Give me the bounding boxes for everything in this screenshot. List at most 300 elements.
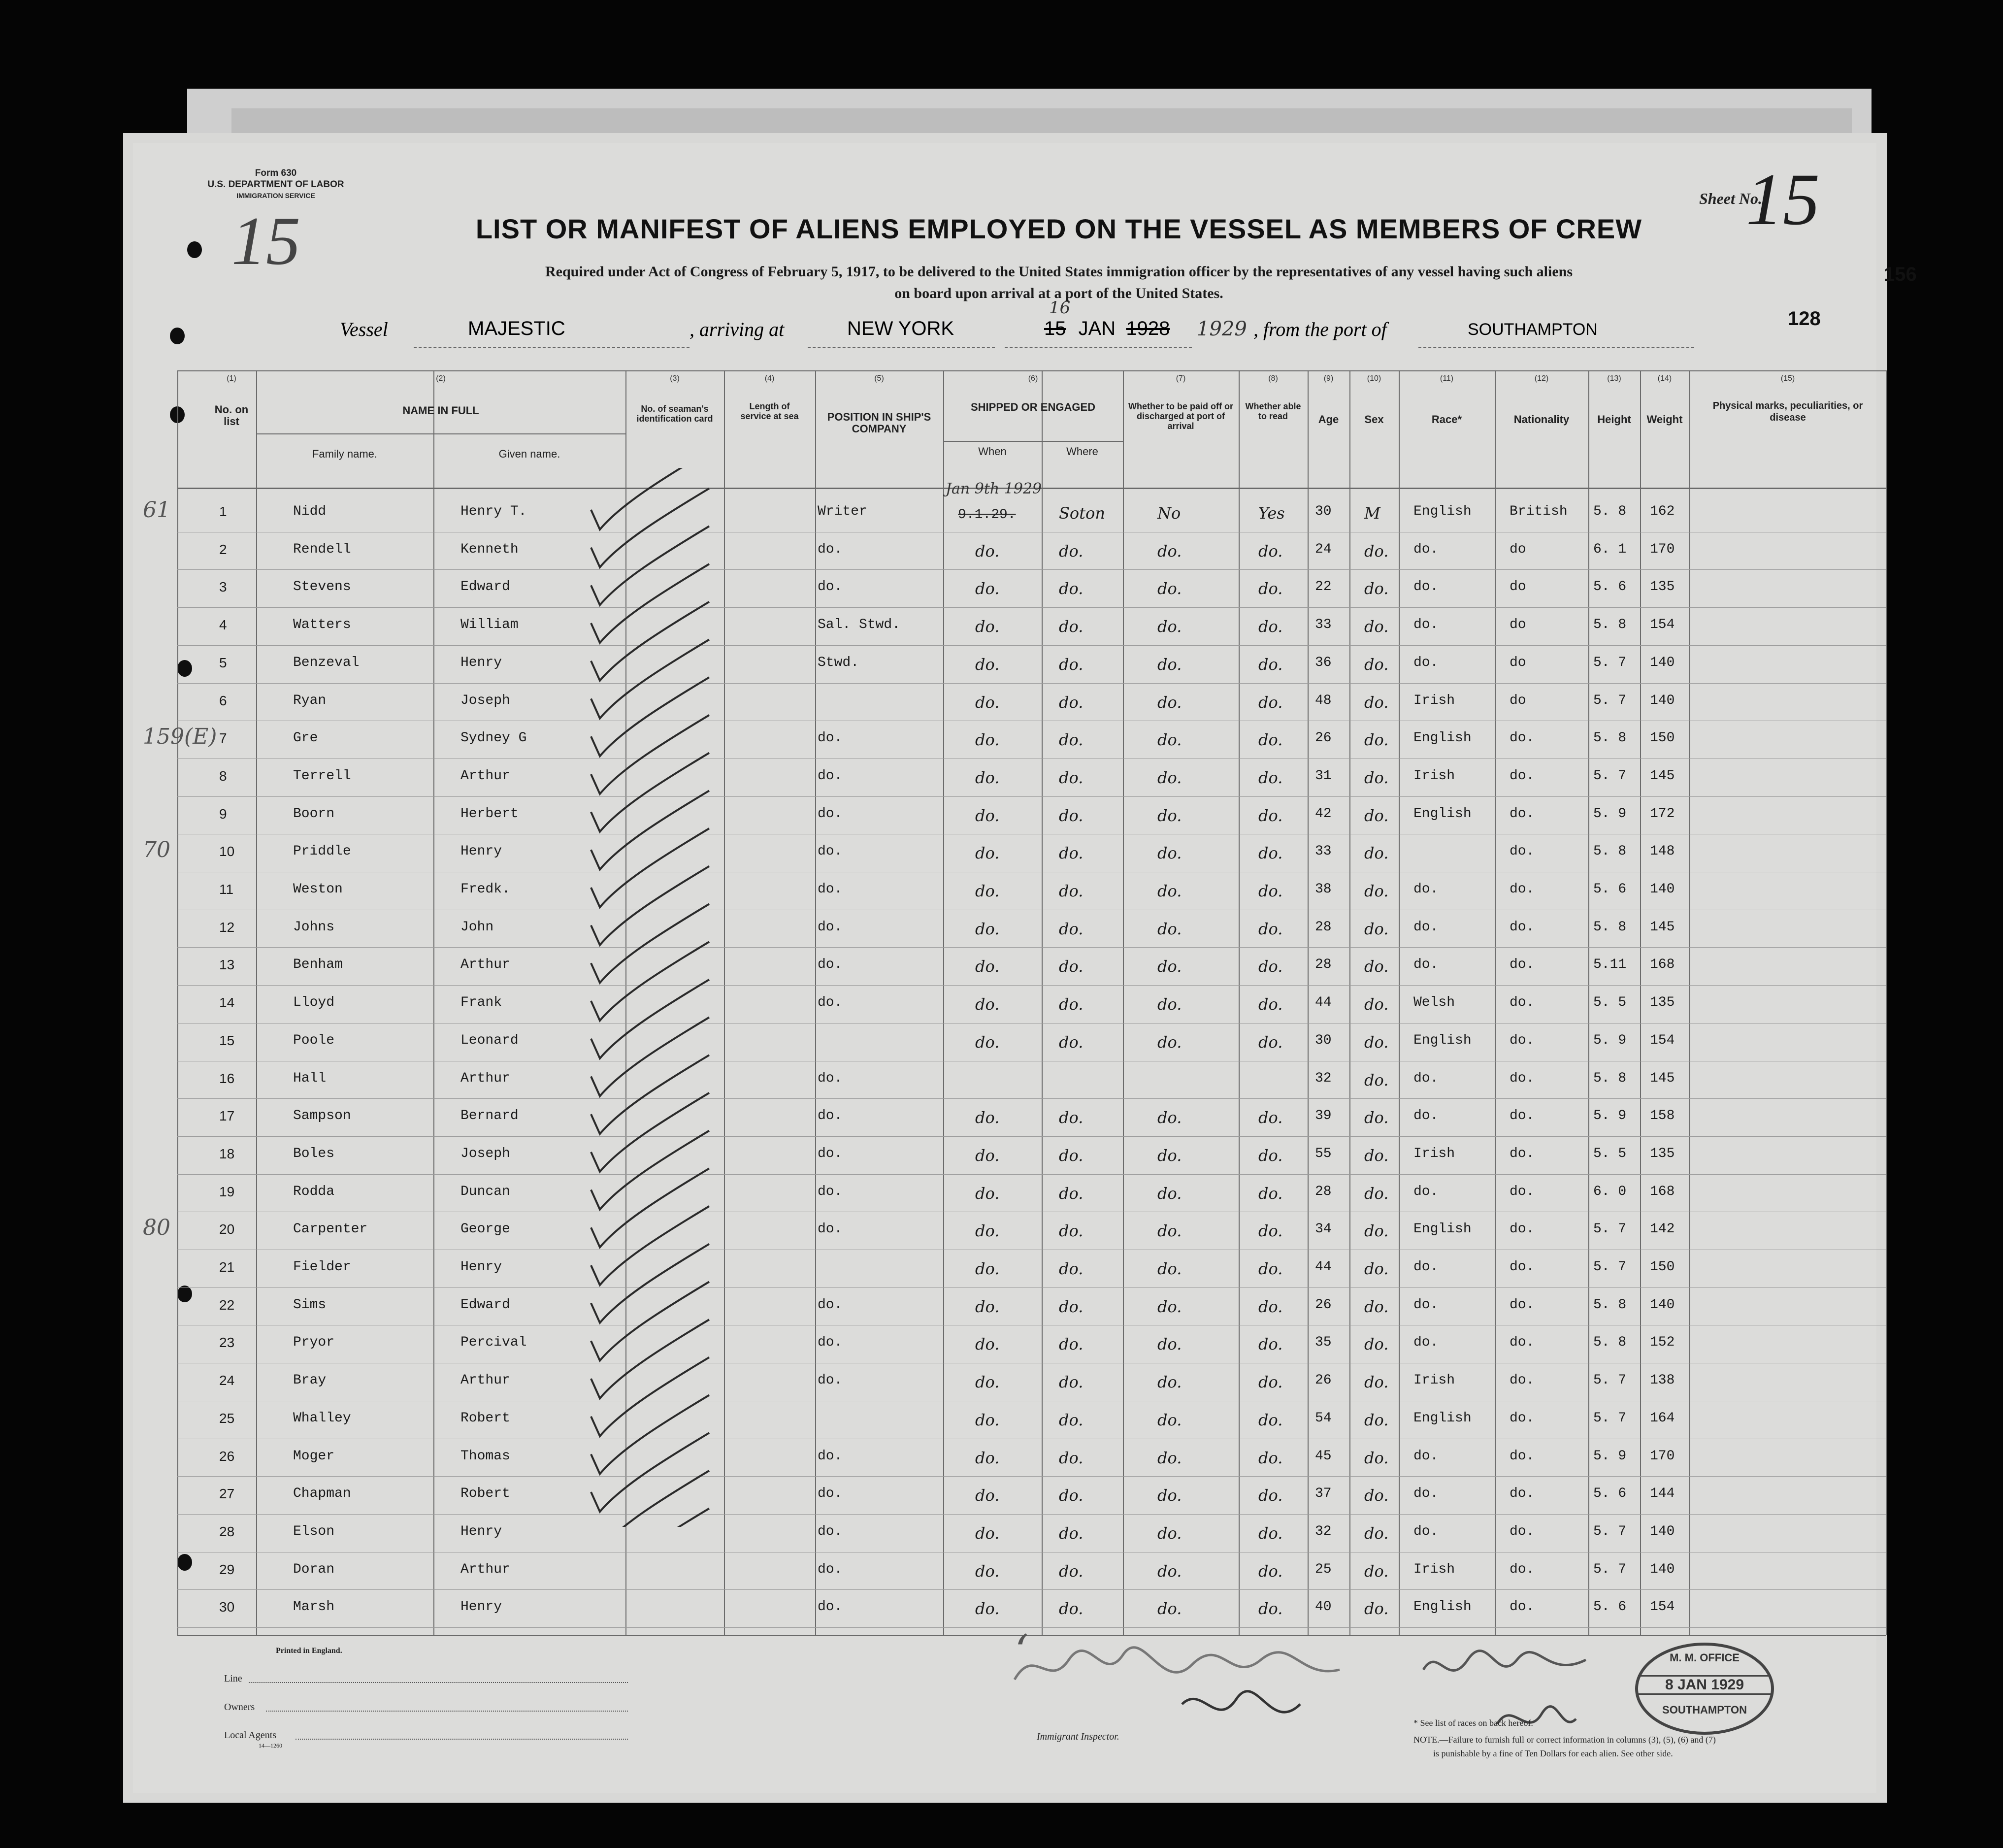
cell-race: do.	[1413, 655, 1439, 670]
cell-sex: do.	[1364, 1146, 1389, 1165]
cell-family-name: Weston	[293, 882, 343, 897]
col7-number: (7)	[1176, 374, 1186, 383]
stamp-top-text: M. M. OFFICE	[1670, 1651, 1740, 1664]
cell-race: Irish	[1413, 1373, 1455, 1388]
cell-nationality: do	[1510, 579, 1526, 594]
cell-shipped-where: do.	[1059, 655, 1084, 674]
checkmark-stroke	[591, 564, 709, 643]
form-code: 14—1260	[259, 1742, 282, 1749]
date-year-struck: 1928	[1126, 318, 1170, 339]
cell-nationality: do.	[1510, 995, 1535, 1010]
cell-sex: do.	[1364, 542, 1389, 561]
cell-family-name: Priddle	[293, 844, 351, 859]
cell-row-number: 27	[219, 1486, 235, 1501]
cell-given-name: William	[460, 617, 519, 632]
cell-shipped-where: do.	[1059, 768, 1084, 787]
cell-shipped-when: do.	[975, 1373, 1000, 1391]
cell-weight: 164	[1650, 1411, 1675, 1426]
cell-given-name: Edward	[460, 1297, 510, 1313]
cell-shipped-where: do.	[1059, 806, 1084, 825]
row-rule	[177, 947, 1886, 948]
cell-age: 30	[1315, 504, 1332, 519]
col-header-id-card: No. of seaman's identification card	[636, 404, 713, 424]
row-rule	[177, 1098, 1886, 1099]
cell-row-number: 8	[219, 768, 227, 784]
col8-number: (8)	[1268, 374, 1278, 383]
cell-weight: 145	[1650, 768, 1675, 784]
cell-able-to-read: do.	[1258, 1449, 1283, 1467]
cell-family-name: Lloyd	[293, 995, 335, 1010]
row-rule	[177, 569, 1886, 570]
cell-able-to-read: do.	[1258, 1297, 1283, 1316]
cell-sex: do.	[1364, 1411, 1389, 1429]
cell-age: 33	[1315, 617, 1332, 632]
from-label: , from the port of	[1253, 318, 1387, 340]
cell-race: do.	[1413, 617, 1439, 632]
col-header-age: Age	[1318, 413, 1339, 426]
cell-row-number: 10	[219, 844, 235, 859]
cell-nationality: do.	[1510, 1335, 1535, 1350]
cell-row-number: 19	[219, 1184, 235, 1199]
cell-shipped-where: do.	[1059, 1108, 1084, 1127]
cell-able-to-read: do.	[1258, 1373, 1283, 1391]
cell-sex: do.	[1364, 957, 1389, 976]
cell-able-to-read: do.	[1258, 1146, 1283, 1165]
cell-race: English	[1413, 1411, 1472, 1426]
cell-given-name: Robert	[460, 1411, 510, 1426]
cell-weight: 154	[1650, 1033, 1675, 1048]
cell-weight: 152	[1650, 1335, 1675, 1350]
cell-age: 25	[1315, 1562, 1332, 1577]
cell-able-to-read: do.	[1258, 1221, 1283, 1240]
cell-able-to-read: do.	[1258, 617, 1283, 636]
cell-family-name: Chapman	[293, 1486, 351, 1501]
cell-weight: 145	[1650, 920, 1675, 935]
cell-height: 5. 8	[1593, 844, 1627, 859]
cell-shipped-where: do.	[1059, 1033, 1084, 1052]
checkmark-stroke	[591, 1206, 709, 1285]
checkmark-stroke	[591, 866, 709, 945]
cell-family-name: Sampson	[293, 1108, 351, 1123]
cell-age: 26	[1315, 1373, 1332, 1388]
cell-paid-off: do.	[1157, 1449, 1182, 1467]
cell-paid-off: do.	[1157, 1259, 1182, 1278]
cell-nationality: do.	[1510, 1562, 1535, 1577]
cell-height: 5. 8	[1593, 1071, 1627, 1086]
cell-age: 33	[1315, 844, 1332, 859]
cell-given-name: Leonard	[460, 1033, 519, 1048]
cell-nationality: do.	[1510, 1599, 1535, 1615]
cell-family-name: Benzeval	[293, 655, 360, 670]
cell-shipped-when: do.	[975, 768, 1000, 787]
cell-shipped-when: do.	[975, 995, 1000, 1014]
cell-height: 5. 7	[1593, 1259, 1627, 1275]
cell-row-number: 28	[219, 1524, 235, 1539]
cell-row-number: 6	[219, 693, 227, 708]
local-agents-field	[296, 1738, 628, 1740]
cell-family-name: Boles	[293, 1146, 335, 1161]
cell-height: 5. 7	[1593, 655, 1627, 670]
cell-nationality: do.	[1510, 1297, 1535, 1313]
cell-sex: do.	[1364, 1373, 1389, 1391]
cell-row-number: 24	[219, 1373, 235, 1388]
cell-race: English	[1413, 1599, 1472, 1615]
cell-family-name: Terrell	[293, 768, 351, 784]
cell-height: 5. 8	[1593, 730, 1627, 746]
cell-position: do.	[818, 1449, 843, 1464]
subtitle-line-2: on board upon arrival at a port of the United States.	[894, 285, 1223, 301]
cell-paid-off: do.	[1157, 1033, 1182, 1052]
col-header-given-name: Given name.	[498, 448, 560, 460]
cell-height: 5. 7	[1593, 1411, 1627, 1426]
cell-weight: 142	[1650, 1221, 1675, 1237]
checkmark-stroke	[591, 1433, 709, 1512]
cell-nationality: do.	[1510, 730, 1535, 746]
edge-number: 156	[1884, 264, 1917, 285]
checkmark-stroke	[591, 677, 709, 756]
col5-number: (5)	[874, 374, 884, 383]
cell-height: 5. 9	[1593, 806, 1627, 822]
cell-nationality: do.	[1510, 1221, 1535, 1237]
row-rule	[177, 1174, 1886, 1175]
cell-paid-off: do.	[1157, 957, 1182, 976]
cell-given-name: Henry	[460, 844, 502, 859]
owners-field	[266, 1710, 628, 1712]
cell-able-to-read: do.	[1258, 1108, 1283, 1127]
cell-family-name: Benham	[293, 957, 343, 972]
port-field	[808, 318, 995, 348]
col12-number: (12)	[1534, 374, 1549, 383]
page-title: LIST OR MANIFEST OF ALIENS EMPLOYED ON THE VESSEL AS MEMBERS OF CREW	[475, 213, 1642, 244]
cell-age: 45	[1315, 1449, 1332, 1464]
cell-shipped-where: do.	[1059, 1259, 1084, 1278]
cell-nationality: do	[1510, 693, 1526, 708]
checkmark-stroke	[591, 489, 709, 567]
cell-weight: 154	[1650, 1599, 1675, 1615]
vessel-name: MAJESTIC	[468, 318, 565, 339]
cell-weight: 158	[1650, 1108, 1675, 1123]
cell-position: do.	[818, 1562, 843, 1577]
col2-number: (2)	[436, 374, 446, 383]
cell-age: 42	[1315, 806, 1332, 822]
cell-able-to-read: do.	[1258, 579, 1283, 598]
cell-shipped-where: do.	[1059, 1221, 1084, 1240]
cell-able-to-read: do.	[1258, 995, 1283, 1014]
cell-weight: 150	[1650, 1259, 1675, 1275]
immigrant-inspector-label: Immigrant Inspector.	[1037, 1731, 1119, 1742]
column-rule	[1042, 370, 1043, 1635]
cell-race: do.	[1413, 920, 1439, 935]
cell-shipped-where: do.	[1059, 920, 1084, 938]
cell-position: do.	[818, 542, 843, 557]
cell-position: do.	[818, 1146, 843, 1161]
cell-age: 28	[1315, 920, 1332, 935]
cell-shipped-where: do.	[1059, 1373, 1084, 1391]
cell-able-to-read: Yes	[1258, 504, 1285, 523]
cell-row-number: 7	[219, 730, 227, 746]
cell-row-number: 3	[219, 579, 227, 594]
department-name: U.S. DEPARTMENT OF LABOR	[207, 179, 344, 190]
cell-shipped-when: do.	[975, 542, 1000, 561]
cell-able-to-read: do.	[1258, 730, 1283, 749]
cell-height: 5. 6	[1593, 882, 1627, 897]
column-rule	[1308, 370, 1309, 1635]
col-header-where: Where	[1066, 445, 1098, 458]
cell-race: English	[1413, 1221, 1472, 1237]
cell-given-name: Edward	[460, 579, 510, 594]
from-port-field	[1418, 318, 1694, 348]
corner-handwritten-number: 15	[231, 203, 300, 279]
row-rule	[177, 1287, 1886, 1288]
cell-shipped-when: do.	[975, 1184, 1000, 1203]
cell-row-number: 4	[219, 617, 227, 632]
cell-position: do.	[818, 1221, 843, 1237]
cell-able-to-read: do.	[1258, 693, 1283, 712]
cell-height: 5. 8	[1593, 617, 1627, 632]
cell-height: 5. 9	[1593, 1108, 1627, 1123]
cell-weight: 140	[1650, 693, 1675, 708]
checkmark-stroke	[591, 715, 709, 794]
cell-shipped-when: do.	[975, 655, 1000, 674]
cell-shipped-where: do.	[1059, 1599, 1084, 1618]
cell-nationality: do.	[1510, 1373, 1535, 1388]
cell-given-name: George	[460, 1221, 510, 1237]
date-day-handwritten: 16	[1049, 298, 1071, 318]
cell-margin-note: 80	[143, 1215, 170, 1240]
cell-given-name: Henry	[460, 1524, 502, 1539]
cell-weight: 172	[1650, 806, 1675, 822]
column-rule	[177, 370, 178, 1635]
checkmark-stroke	[591, 1244, 709, 1323]
cell-paid-off: do.	[1157, 617, 1182, 636]
cell-position: do.	[818, 1071, 843, 1086]
cell-race: do.	[1413, 1108, 1439, 1123]
cell-family-name: Carpenter	[293, 1221, 368, 1237]
cell-race: English	[1413, 504, 1472, 519]
cell-given-name: Arthur	[460, 957, 510, 972]
cell-race: do.	[1413, 1297, 1439, 1313]
cell-given-name: Arthur	[460, 768, 510, 784]
checkmark-stroke	[591, 791, 709, 869]
cell-given-name: Henry T.	[460, 504, 527, 519]
column-rule	[1239, 370, 1240, 1635]
cell-position: do.	[818, 768, 843, 784]
cell-paid-off: do.	[1157, 1599, 1182, 1618]
cell-family-name: Ryan	[293, 693, 327, 708]
cell-weight: 168	[1650, 957, 1675, 972]
cell-row-number: 20	[219, 1221, 235, 1237]
cell-able-to-read: do.	[1258, 768, 1283, 787]
row-rule	[177, 985, 1886, 986]
cell-height: 5. 6	[1593, 1599, 1627, 1615]
col10-number: (10)	[1367, 374, 1381, 383]
cell-shipped-when: do.	[975, 1562, 1000, 1581]
cell-family-name: Rodda	[293, 1184, 335, 1199]
punch-hole	[177, 1286, 192, 1302]
col1-number: (1)	[227, 374, 236, 383]
cell-shipped-when: do.	[975, 1599, 1000, 1618]
cell-able-to-read: do.	[1258, 1411, 1283, 1429]
cell-race: do.	[1413, 1524, 1439, 1539]
checkmark-stroke	[591, 1282, 709, 1360]
row-rule	[177, 1589, 1886, 1590]
cell-race: do.	[1413, 882, 1439, 897]
checkmark-stroke	[591, 753, 709, 832]
checkmark-stroke	[591, 980, 709, 1058]
column-rule	[1886, 370, 1887, 1635]
cell-nationality: do.	[1510, 1071, 1535, 1086]
cell-sex: do.	[1364, 1562, 1389, 1581]
cell-paid-off: do.	[1157, 1146, 1182, 1165]
cell-able-to-read: do.	[1258, 920, 1283, 938]
cell-given-name: Herbert	[460, 806, 519, 822]
cell-nationality: do.	[1510, 1411, 1535, 1426]
column-rule	[1588, 370, 1589, 1635]
from-port: SOUTHAMPTON	[1468, 320, 1598, 339]
cell-able-to-read: do.	[1258, 542, 1283, 561]
cell-weight: 154	[1650, 617, 1675, 632]
col9-number: (9)	[1323, 374, 1334, 383]
cell-paid-off: do.	[1157, 1184, 1182, 1203]
date-field	[1005, 318, 1192, 348]
cell-shipped-where: do.	[1059, 617, 1084, 636]
cell-nationality: do.	[1510, 957, 1535, 972]
cell-race: Irish	[1413, 768, 1455, 784]
cell-paid-off: do.	[1157, 655, 1182, 674]
cell-height: 5. 7	[1593, 1524, 1627, 1539]
cell-shipped-where: do.	[1059, 1335, 1084, 1353]
cell-sex: do.	[1364, 882, 1389, 900]
cell-paid-off: do.	[1157, 730, 1182, 749]
cell-paid-off: do.	[1157, 1297, 1182, 1316]
header-sub-rule	[256, 433, 625, 434]
cell-weight: 135	[1650, 579, 1675, 594]
cell-nationality: do.	[1510, 1486, 1535, 1501]
cell-weight: 148	[1650, 844, 1675, 859]
cell-sex: do.	[1364, 693, 1389, 712]
cell-nationality: do.	[1510, 768, 1535, 784]
cell-shipped-where: Soton	[1059, 504, 1105, 523]
checkmark-stroke	[591, 640, 709, 719]
col-header-name-in-full: NAME IN FULL	[402, 404, 479, 417]
cell-sex: do.	[1364, 768, 1389, 787]
penalty-note-cont: is punishable by a fine of Ten Dollars for each alien. See other side.	[1433, 1749, 1673, 1758]
cell-race: English	[1413, 1033, 1472, 1048]
cell-weight: 170	[1650, 1449, 1675, 1464]
cell-paid-off: do.	[1157, 806, 1182, 825]
cell-position: do.	[818, 844, 843, 859]
cell-age: 24	[1315, 542, 1332, 557]
cell-shipped-when: do.	[975, 1033, 1000, 1052]
cell-shipped-when: do.	[975, 1335, 1000, 1353]
cell-height: 5.11	[1593, 957, 1627, 972]
cell-shipped-when: do.	[975, 730, 1000, 749]
cell-sex: do.	[1364, 579, 1389, 598]
cell-race: English	[1413, 806, 1472, 822]
cell-age: 26	[1315, 1297, 1332, 1313]
cell-race: do.	[1413, 542, 1439, 557]
cell-margin-note: 159(E)	[143, 724, 217, 749]
cell-shipped-where: do.	[1059, 882, 1084, 900]
date-month: JAN	[1078, 318, 1116, 339]
cell-family-name: Johns	[293, 920, 335, 935]
cell-given-name: Sydney G	[460, 730, 527, 746]
cell-sex: do.	[1364, 1259, 1389, 1278]
cell-race: do.	[1413, 1184, 1439, 1199]
cell-paid-off: do.	[1157, 1108, 1182, 1127]
cell-race: do.	[1413, 957, 1439, 972]
cell-position: do.	[818, 806, 843, 822]
cell-family-name: Marsh	[293, 1599, 335, 1615]
cell-shipped-where: do.	[1059, 957, 1084, 976]
form-number: Form 630	[255, 168, 297, 178]
cell-able-to-read: do.	[1258, 1184, 1283, 1203]
arrival-port: NEW YORK	[847, 318, 954, 339]
cell-position: do.	[818, 995, 843, 1010]
sheet-number: 15	[1746, 159, 1820, 240]
col13-number: (13)	[1607, 374, 1621, 383]
cell-family-name: Gre	[293, 730, 318, 746]
cell-sex: do.	[1364, 1071, 1389, 1089]
service-name: IMMIGRATION SERVICE	[236, 192, 315, 199]
punch-hole	[170, 328, 185, 344]
cell-height: 5. 8	[1593, 1335, 1627, 1350]
cell-position: do.	[818, 1297, 843, 1313]
cell-nationality: do	[1510, 655, 1526, 670]
cell-given-name: Duncan	[460, 1184, 510, 1199]
owners-label: Owners	[224, 1702, 255, 1713]
cell-nationality: do.	[1510, 1259, 1535, 1275]
row-rule	[177, 1136, 1886, 1137]
checkmark-stroke	[591, 1055, 709, 1134]
cell-shipped-when: do.	[975, 617, 1000, 636]
cell-family-name: Elson	[293, 1524, 335, 1539]
cell-weight: 140	[1650, 882, 1675, 897]
cell-weight: 140	[1650, 1524, 1675, 1539]
cell-height: 5. 6	[1593, 579, 1627, 594]
cell-shipped-when: do.	[975, 1524, 1000, 1543]
cell-age: 48	[1315, 693, 1332, 708]
col14-number: (14)	[1657, 374, 1672, 383]
cell-row-number: 23	[219, 1335, 235, 1350]
cell-family-name: Pryor	[293, 1335, 335, 1350]
cell-race: do.	[1413, 579, 1439, 594]
cell-shipped-when: do.	[975, 1221, 1000, 1240]
cell-weight: 150	[1650, 730, 1675, 746]
cell-position: do.	[818, 957, 843, 972]
row-rule	[177, 683, 1886, 684]
col11-number: (11)	[1440, 374, 1454, 383]
cell-given-name: Arthur	[460, 1562, 510, 1577]
cell-row-number: 21	[219, 1259, 235, 1275]
race-footnote: * See list of races on back hereof.	[1413, 1718, 1533, 1728]
cell-row-number: 14	[219, 995, 235, 1010]
cell-paid-off: do.	[1157, 579, 1182, 598]
cell-age: 28	[1315, 957, 1332, 972]
col-header-family-name: Family name.	[312, 448, 378, 460]
cell-position: do.	[818, 1184, 843, 1199]
cell-weight: 168	[1650, 1184, 1675, 1199]
cell-shipped-where: do.	[1059, 1146, 1084, 1165]
cell-sex: do.	[1364, 844, 1389, 862]
cell-shipped-where: do.	[1059, 995, 1084, 1014]
cell-nationality: British	[1510, 504, 1568, 519]
checkmark-stroke	[591, 1509, 709, 1527]
cell-weight: 170	[1650, 542, 1675, 557]
cell-row-number: 9	[219, 806, 227, 822]
cell-age: 38	[1315, 882, 1332, 897]
cell-position: do.	[818, 1599, 843, 1615]
